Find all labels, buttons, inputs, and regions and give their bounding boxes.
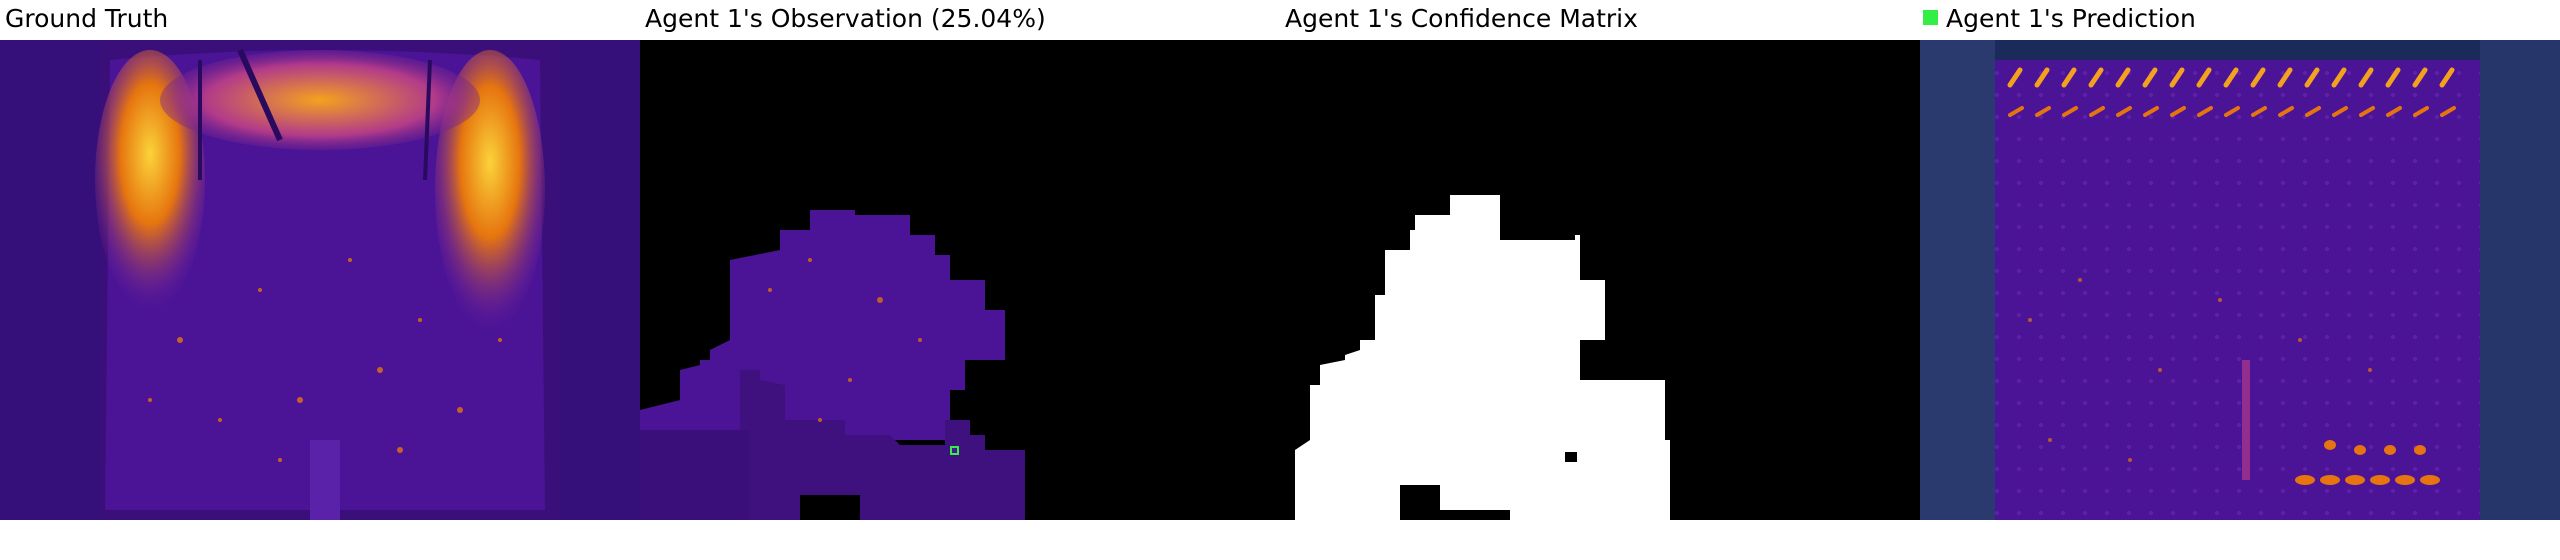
agent-position-marker-core [952, 448, 957, 453]
confidence-title [1285, 2, 1638, 36]
prediction-heatmap [1920, 40, 2560, 520]
prediction-right-wall [2480, 40, 2560, 520]
confidence-matrix [1280, 40, 1920, 520]
confidence-title-text: Agent 1's Confidence Matrix [1285, 4, 1638, 33]
ground-truth-right-wall [560, 40, 640, 520]
prediction-image [1920, 40, 2560, 520]
observation-gap [800, 495, 860, 520]
prediction-title-text: Agent 1's Prediction [1946, 4, 2196, 33]
ground-truth-heatmap [0, 40, 640, 520]
observation-lower-left [640, 430, 750, 520]
confidence-hole-1 [1400, 485, 1440, 520]
observation-heatmap [640, 40, 1280, 520]
ground-truth-title [5, 2, 168, 36]
ground-truth-post [310, 440, 340, 520]
prediction-body [1995, 60, 2480, 520]
ground-truth-left-wall [0, 40, 100, 520]
prediction-left-wall [1920, 40, 1995, 520]
observation-image [640, 40, 1280, 520]
ground-truth-title-text: Ground Truth [5, 4, 169, 33]
observation-title-text: Agent 1's Observation (25.04%) [645, 4, 1046, 33]
prediction-hot-column [2242, 360, 2250, 480]
confidence-hole-2 [1440, 510, 1510, 520]
green-square-icon [1923, 10, 1938, 25]
confidence-hole-3 [1565, 452, 1577, 462]
prediction-title [1923, 2, 2196, 36]
observation-title [645, 2, 1046, 36]
confidence-image [1280, 40, 1920, 520]
ground-truth-hot-top [160, 50, 480, 150]
ground-truth-image [0, 40, 640, 520]
